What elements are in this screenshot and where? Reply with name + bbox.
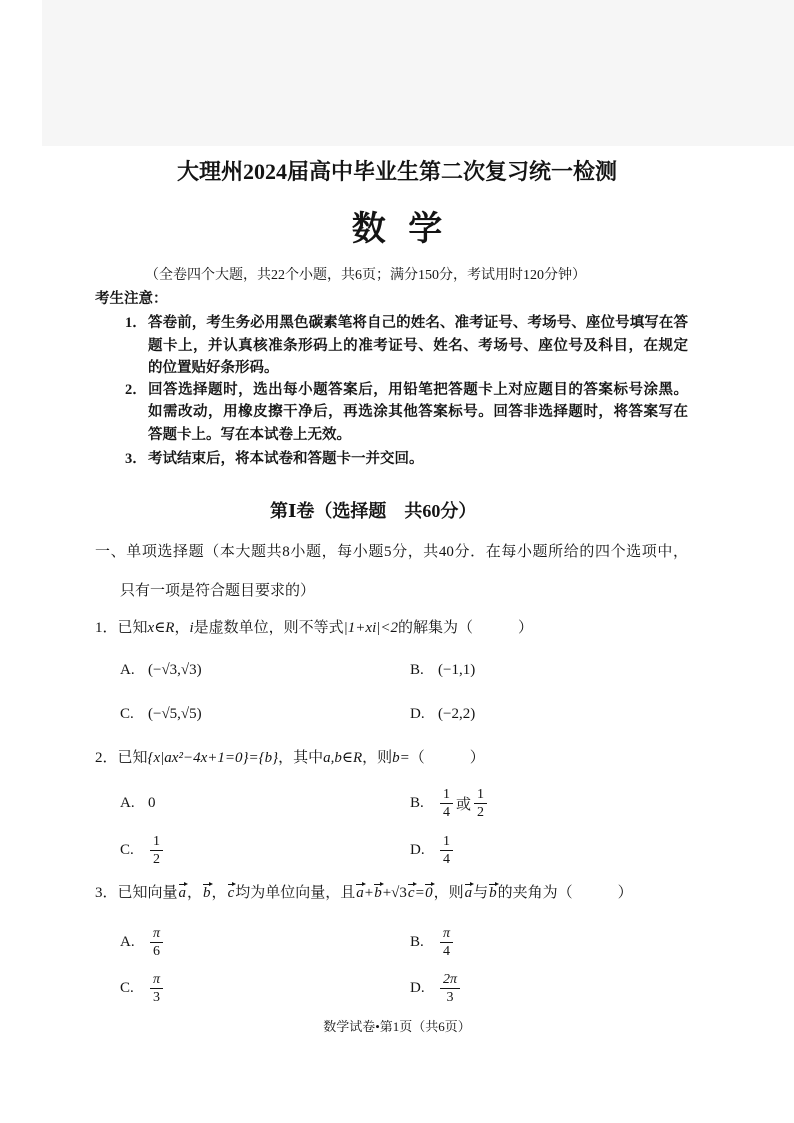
option-label: B.: [410, 933, 424, 950]
question-3-stem: [95, 883, 633, 903]
section-heading-line: 一、单项选择题（本大题共8小题，每小题5分，共40分．在每小题所给的四个选项中，: [95, 544, 688, 560]
q2-option-d: [410, 830, 455, 870]
stem-text: （ ）: [409, 750, 485, 766]
notice-item-number: 1．: [125, 315, 147, 331]
stem-text: 是虚数单位，则不等式: [193, 620, 344, 636]
fraction: [440, 971, 460, 1006]
fraction: [440, 833, 453, 868]
question-number: 1．: [95, 620, 118, 636]
vector-a: a: [464, 885, 473, 901]
scan-shading: [42, 0, 794, 146]
fraction-numerator: π: [150, 925, 163, 943]
fraction-numerator: 1: [440, 786, 453, 804]
stem-math: x∈R: [147, 620, 175, 636]
notice-item-line: 考试结束后，将本试卷和答题卡一并交回。: [148, 451, 424, 467]
fraction: [474, 786, 487, 821]
q1-option-a: [120, 650, 202, 690]
stem-text: 已知向量: [117, 885, 178, 901]
notice-item-line: 回答选择题时，选出每小题答案后，用铅笔把答题卡上对应题目的答案标号涂黑。: [148, 382, 688, 398]
vector-b: b: [203, 885, 211, 901]
option-value: (−2,2): [438, 705, 476, 722]
option-label: C.: [120, 705, 134, 722]
fraction-numerator: π: [150, 971, 163, 989]
notice-item-line: 答题卡上。写在本试卷上无效。: [148, 427, 351, 443]
exam-info: （全卷四个大题，共22个小题，共6页；满分150分，考试用时120分钟）: [145, 268, 586, 283]
notice-item-line: 的位置贴好条形码。: [148, 360, 279, 376]
option-label: B.: [410, 661, 424, 678]
fraction-denominator: 6: [153, 943, 160, 959]
option-label: A.: [120, 794, 135, 811]
stem-text: ，: [174, 620, 190, 636]
stem-math: {x|ax²−4x+1=0}={b}: [147, 750, 279, 766]
q2-option-b: [410, 783, 489, 823]
stem-operator: =: [415, 885, 425, 901]
page-footer: 数学试卷•第1页（共6页）: [323, 1019, 471, 1034]
vector-a: a: [178, 885, 187, 901]
fraction: [440, 786, 453, 821]
fraction-denominator: 3: [446, 989, 454, 1005]
subject-title: 数 学: [351, 211, 443, 248]
section-heading-line: 只有一项是符合题目要求的）: [120, 583, 316, 599]
stem-text: ，则: [362, 750, 393, 766]
stem-text: ，: [187, 885, 203, 901]
vector-c: c: [227, 885, 235, 901]
option-label: D.: [410, 979, 425, 996]
notice-item-number: 2．: [125, 382, 147, 398]
option-label: C.: [120, 841, 134, 858]
fraction-denominator: 2: [153, 851, 160, 867]
part-title: 第Ⅰ卷（选择题 共60分）: [270, 501, 477, 521]
stem-math: i: [189, 620, 194, 636]
fraction-denominator: 4: [443, 804, 450, 820]
stem-operator: +: [364, 885, 374, 901]
q2-option-a: [120, 783, 156, 823]
q2-option-c: [120, 830, 165, 870]
option-label: C.: [120, 979, 134, 996]
fraction-denominator: 4: [443, 851, 450, 867]
vector-c: c: [407, 885, 415, 901]
q3-option-b: [410, 922, 455, 962]
q1-option-b: [410, 650, 475, 690]
fraction-numerator: 1: [474, 786, 487, 804]
zero-vector: 0: [425, 885, 433, 901]
option-label: D.: [410, 841, 425, 858]
option-value: 0: [148, 794, 156, 811]
question-1-stem: [95, 618, 533, 638]
stem-math: b=: [392, 750, 410, 766]
question-number: 2．: [95, 750, 118, 766]
option-label: B.: [410, 794, 424, 811]
option-value: (−√5,√5): [148, 705, 202, 722]
exam-title: 大理州2024届高中毕业生第二次复习统一检测: [176, 159, 617, 184]
stem-math: |1+xi|<2: [343, 620, 398, 636]
stem-text: 的解集为（ ）: [398, 620, 534, 636]
fraction-denominator: 3: [153, 989, 160, 1005]
fraction-numerator: 2π: [440, 971, 460, 989]
notice-item-number: 3．: [125, 451, 147, 467]
fraction-denominator: 4: [443, 943, 450, 959]
fraction-numerator: 1: [440, 833, 453, 851]
fraction: [150, 925, 163, 960]
option-value: (−√3,√3): [148, 661, 202, 678]
fraction: [150, 971, 163, 1006]
q1-option-c: [120, 694, 202, 734]
fraction-numerator: 1: [150, 833, 163, 851]
option-value: (−1,1): [438, 661, 476, 678]
stem-text: 的夹角为（ ）: [497, 885, 633, 901]
vector-b: b: [489, 885, 497, 901]
fraction-numerator: π: [440, 925, 453, 943]
notice-item-line: 答卷前，考生务必用黑色碳素笔将自己的姓名、准考证号、考场号、座位号填写在答: [148, 315, 688, 331]
fraction: [150, 833, 163, 868]
vector-a: a: [356, 885, 364, 901]
fraction: [440, 925, 453, 960]
q3-option-a: [120, 922, 165, 962]
stem-text: ，其中: [278, 750, 324, 766]
vector-b: b: [374, 885, 382, 901]
stem-text: 与: [473, 885, 489, 901]
fraction-denominator: 2: [477, 804, 485, 820]
stem-operator: +√3: [382, 885, 407, 901]
option-label: A.: [120, 661, 135, 678]
q1-option-d: [410, 694, 475, 734]
stem-text: ，则: [433, 885, 464, 901]
stem-text: ，: [211, 885, 227, 901]
stem-math: a,b∈R: [323, 750, 363, 766]
option-label: A.: [120, 933, 135, 950]
option-label: D.: [410, 705, 425, 722]
question-2-stem: [95, 748, 485, 768]
notice-heading: 考生注意：: [95, 291, 168, 307]
notice-item-line: 题卡上，并认真核准条形码上的准考证号、姓名、考场号、座位号及科目，在规定: [148, 338, 688, 354]
stem-text: 均为单位向量，且: [235, 885, 356, 901]
stem-text: 已知: [117, 750, 148, 766]
q3-option-c: [120, 968, 165, 1008]
notice-item-line: 如需改动，用橡皮擦干净后，再选涂其他答案标号。回答非选择题时，将答案写在: [148, 404, 688, 420]
stem-text: 已知: [117, 620, 148, 636]
q3-option-d: [410, 968, 462, 1008]
question-number: 3．: [95, 885, 118, 901]
option-connector: 或: [456, 796, 472, 813]
